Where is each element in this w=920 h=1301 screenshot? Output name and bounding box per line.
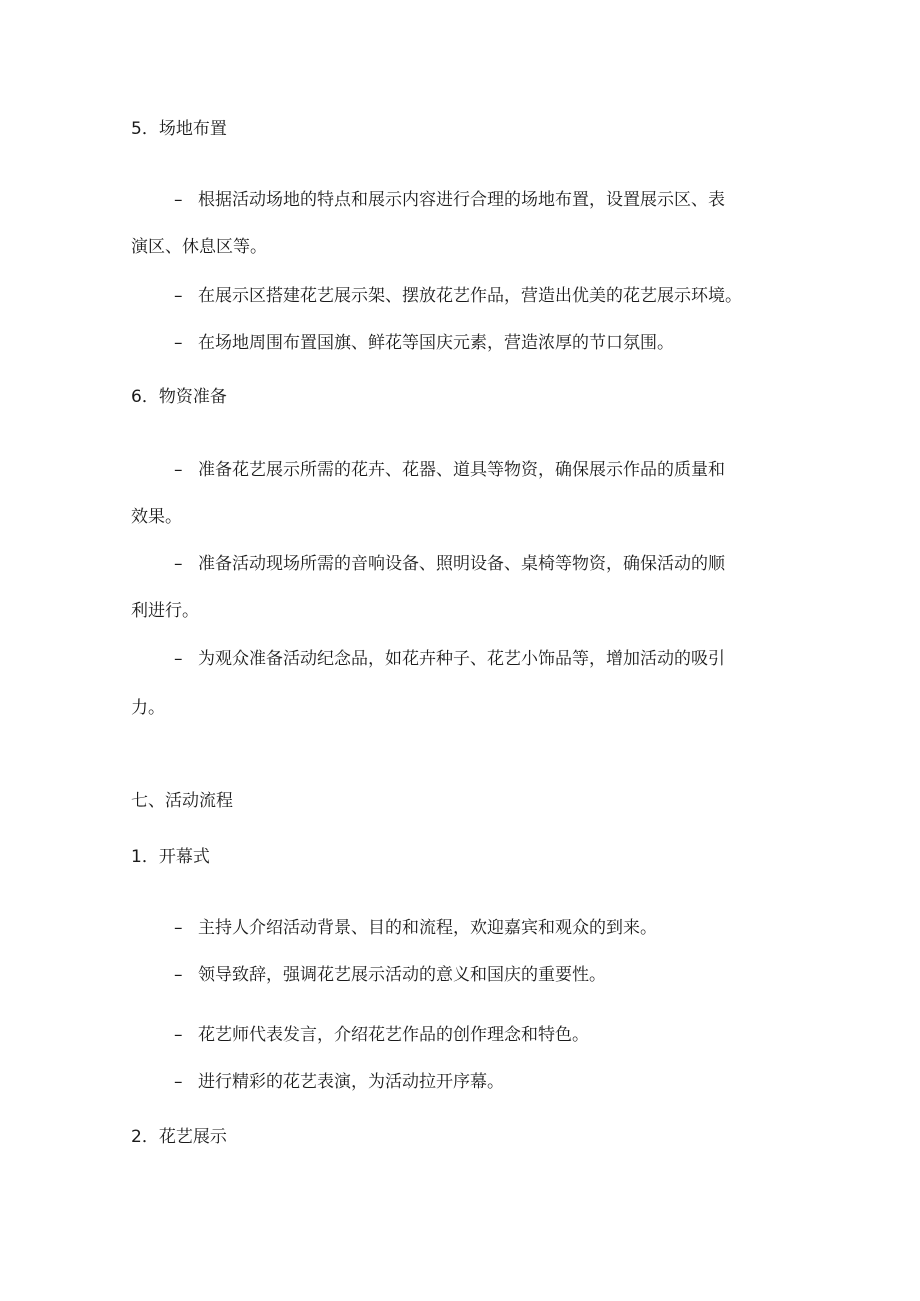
list-item [174, 917, 657, 939]
list-item [174, 553, 725, 575]
heading-number: 6 [131, 387, 142, 407]
dash-marker: – [174, 333, 183, 353]
item-text: 为观众准备活动纪念品，如花卉种子、花艺小饰品等，增加活动的吸引 [198, 649, 725, 669]
chapter-heading: 七、活动流程 [131, 791, 233, 811]
item-text: 准备花艺展示所需的花卉、花器、道具等物资，确保展示作品的质量和 [198, 460, 725, 480]
dash-marker: – [174, 965, 183, 985]
item-text: 领导致辞，强调花艺展示活动的意义和国庆的重要性。 [198, 965, 606, 985]
heading-title: ．场地布置 [141, 119, 227, 139]
item-text: 花艺师代表发言，介绍花艺作品的创作理念和特色。 [198, 1025, 589, 1045]
list-item [174, 648, 725, 670]
heading-title: ．花艺展示 [141, 1127, 227, 1147]
section-heading-6 [131, 386, 227, 408]
dash-marker: – [174, 554, 183, 574]
dash-marker: – [174, 1072, 183, 1092]
heading-number: 1 [131, 847, 142, 867]
dash-marker: – [174, 286, 183, 306]
list-item [174, 964, 606, 986]
item-text: 进行精彩的花艺表演，为活动拉开序幕。 [198, 1072, 504, 1092]
item-text: 准备活动现场所需的音响设备、照明设备、桌椅等物资，确保活动的顺 [198, 554, 725, 574]
list-item-continuation: 效果。 [131, 507, 182, 527]
list-item-continuation: 力。 [131, 698, 165, 718]
heading-title: ．开幕式 [141, 847, 210, 867]
item-text: 根据活动场地的特点和展示内容进行合理的场地布置，设置展示区、表 [198, 190, 725, 210]
list-item-continuation: 演区、休息区等。 [131, 237, 267, 257]
list-item [174, 1071, 504, 1093]
dash-marker: – [174, 1025, 183, 1045]
list-item [174, 332, 674, 354]
subsection-heading-2 [131, 1126, 227, 1148]
list-item [174, 1024, 589, 1046]
dash-marker: – [174, 918, 183, 938]
item-text: 在展示区搭建花艺展示架、摆放花艺作品，营造出优美的花艺展示环境。 [198, 286, 742, 306]
list-item [174, 189, 725, 211]
dash-marker: – [174, 190, 183, 210]
heading-number: 5 [131, 119, 142, 139]
heading-number: 2 [131, 1127, 142, 1147]
heading-title: ．物资准备 [141, 387, 227, 407]
item-text: 主持人介绍活动背景、目的和流程，欢迎嘉宾和观众的到来。 [198, 918, 657, 938]
section-heading-5 [131, 118, 227, 140]
item-text: 在场地周围布置国旗、鲜花等国庆元素，营造浓厚的节口氛围。 [198, 333, 674, 353]
list-item [174, 285, 742, 307]
dash-marker: – [174, 460, 183, 480]
list-item [174, 459, 725, 481]
list-item-continuation: 利进行。 [131, 601, 199, 621]
subsection-heading-1 [131, 846, 210, 868]
dash-marker: – [174, 649, 183, 669]
